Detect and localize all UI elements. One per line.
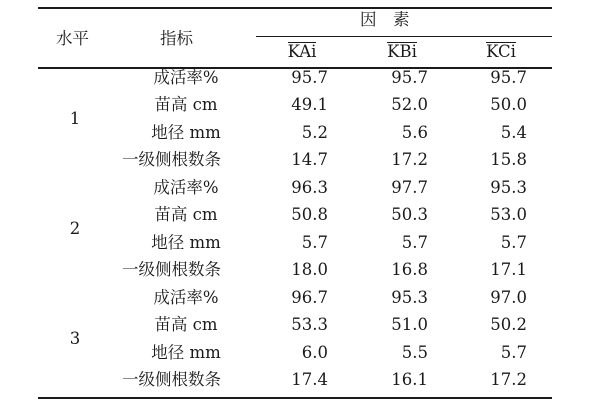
header-col-kbi-label: KBi	[387, 42, 417, 61]
value-cell: 5.7	[500, 342, 527, 362]
top-rule	[38, 7, 552, 9]
value-cell: 16.1	[391, 369, 428, 389]
value-cell: 5.7	[401, 232, 428, 252]
indicator-cell: 一级侧根数条	[122, 260, 221, 280]
value-cell: 97.7	[391, 177, 428, 197]
value-cell: 17.4	[291, 369, 328, 389]
header-indicator: 指标	[160, 29, 193, 48]
value-cell: 96.7	[291, 287, 328, 307]
indicator-cell: 成活率%	[153, 177, 219, 197]
value-cell: 15.8	[490, 150, 527, 170]
value-cell: 5.7	[301, 232, 328, 252]
indicator-cell: 地径 mm	[151, 342, 221, 362]
header-col-kci-label: KCi	[486, 42, 516, 61]
value-cell: 50.0	[490, 95, 527, 115]
value-cell: 17.2	[490, 369, 527, 389]
value-cell: 95.3	[391, 287, 428, 307]
header-col-kai-label: KAi	[287, 42, 317, 61]
indicator-cell: 苗高 cm	[154, 205, 218, 225]
value-cell: 49.1	[291, 95, 328, 115]
value-cell: 52.0	[391, 95, 428, 115]
value-cell: 5.6	[401, 122, 428, 142]
value-cell: 50.3	[391, 205, 428, 225]
indicator-cell: 苗高 cm	[154, 315, 218, 335]
indicator-cell: 成活率%	[153, 68, 219, 87]
header-level: 水平	[56, 29, 89, 48]
indicator-cell: 成活率%	[153, 287, 219, 307]
value-cell: 53.3	[291, 315, 328, 335]
indicator-cell: 苗高 cm	[154, 95, 218, 115]
value-cell: 50.8	[291, 205, 328, 225]
value-cell: 95.7	[391, 68, 428, 87]
value-cell: 14.7	[291, 150, 328, 170]
header-col-kai	[272, 42, 332, 62]
header-factor: 因 素	[360, 10, 410, 29]
header-col-kci	[471, 42, 531, 62]
level-cell: 1	[69, 109, 81, 129]
value-cell: 5.4	[500, 122, 527, 142]
indicator-cell: 地径 mm	[151, 232, 221, 252]
bottom-rule	[38, 397, 552, 399]
value-cell: 51.0	[391, 315, 428, 335]
indicator-cell: 地径 mm	[151, 122, 221, 142]
header-col-kbi	[372, 42, 432, 62]
value-cell: 17.1	[490, 260, 527, 280]
value-cell: 96.3	[291, 177, 328, 197]
value-cell: 5.2	[301, 122, 328, 142]
value-cell: 18.0	[291, 260, 328, 280]
value-cell: 95.7	[490, 68, 527, 87]
value-cell: 17.2	[391, 150, 428, 170]
value-cell: 5.5	[401, 342, 428, 362]
value-cell: 16.8	[391, 260, 428, 280]
indicator-cell: 一级侧根数条	[122, 150, 221, 170]
value-cell: 95.7	[291, 68, 328, 87]
level-cell: 3	[69, 328, 81, 348]
value-cell: 50.2	[490, 315, 527, 335]
value-cell: 6.0	[301, 342, 328, 362]
value-cell: 5.7	[500, 232, 527, 252]
value-cell: 53.0	[490, 205, 527, 225]
level-cell: 2	[69, 218, 81, 238]
value-cell: 95.3	[490, 177, 527, 197]
factor-subrule	[256, 36, 552, 37]
indicator-cell: 一级侧根数条	[122, 369, 221, 389]
value-cell: 97.0	[490, 287, 527, 307]
